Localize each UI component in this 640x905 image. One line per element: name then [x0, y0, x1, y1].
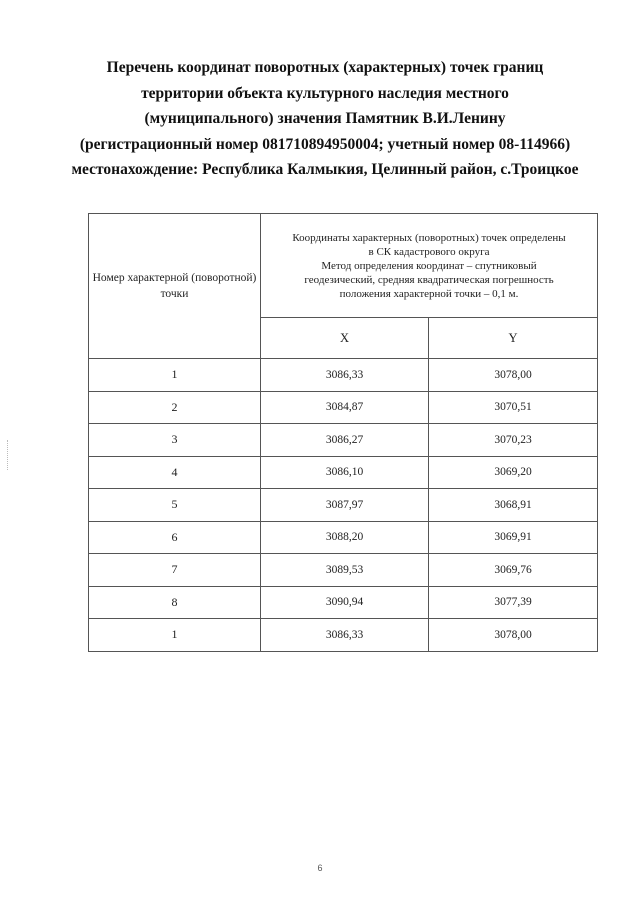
title-line-4: (регистрационный номер 081710894950004; учетный номер 08-114966) — [79, 135, 571, 153]
title-line-3: (муниципального) значения Памятник В.И.Ленину — [144, 110, 506, 127]
title-line-1: Перечень координат поворотных (характерных) точек границ — [106, 59, 544, 76]
coordinates-table — [88, 213, 598, 652]
header-description-line-3: Метод определения координат – спутниковый — [321, 259, 537, 272]
table-row — [89, 424, 598, 457]
table-row — [89, 359, 598, 392]
table-row — [89, 391, 598, 424]
header-x: X — [261, 318, 429, 359]
table-row — [89, 489, 598, 522]
header-description-line-5: положения характерной точки – 0,1 м. — [339, 287, 519, 300]
y-coordinate-cell: 3069,91 — [429, 521, 598, 554]
point-number-cell: 2 — [89, 391, 261, 424]
x-coordinate-cell: 3090,94 — [261, 586, 429, 619]
table-header-row — [89, 214, 598, 318]
point-number-cell: 6 — [89, 521, 261, 554]
x-coordinate-cell: 3086,10 — [261, 456, 429, 489]
point-number-cell: 7 — [89, 554, 261, 587]
x-coordinate-cell: 3088,20 — [261, 521, 429, 554]
x-coordinate-cell: 3086,33 — [261, 619, 429, 652]
point-number-cell: 4 — [89, 456, 261, 489]
title-line-5: местонахождение: Республика Калмыкия, Целинный район, с.Троицкое — [71, 161, 579, 178]
x-coordinate-cell: 3087,97 — [261, 489, 429, 522]
x-coordinate-cell: 3084,87 — [261, 391, 429, 424]
x-coordinate-cell: 3089,53 — [261, 554, 429, 587]
point-number-cell: 3 — [89, 424, 261, 457]
y-coordinate-cell: 3070,23 — [429, 424, 598, 457]
header-description-line-2: в СК кадастрового округа — [368, 245, 490, 258]
header-description-line-1: Координаты характерных (поворотных) точек определены — [292, 231, 566, 244]
scan-edge-mark — [7, 440, 9, 470]
point-number-cell: 1 — [89, 619, 261, 652]
page-number: 6 — [317, 863, 323, 873]
y-coordinate-cell: 3078,00 — [429, 619, 598, 652]
y-coordinate-cell: 3068,91 — [429, 489, 598, 522]
y-coordinate-cell: 3078,00 — [429, 359, 598, 392]
y-coordinate-cell: 3077,39 — [429, 586, 598, 619]
table-row — [89, 456, 598, 489]
header-description-line-4: геодезический, средняя квадратическая погрешность — [304, 273, 554, 286]
header-coordinates-description — [261, 214, 598, 318]
table-row — [89, 619, 598, 652]
y-coordinate-cell: 3069,76 — [429, 554, 598, 587]
header-y: Y — [429, 318, 598, 359]
header-point-number: Номер характерной (поворотной) точки — [89, 214, 261, 359]
title-line-2: территории объекта культурного наследия местного — [141, 84, 509, 102]
x-coordinate-cell: 3086,33 — [261, 359, 429, 392]
y-coordinate-cell: 3070,51 — [429, 391, 598, 424]
y-coordinate-cell: 3069,20 — [429, 456, 598, 489]
point-number-cell: 1 — [89, 359, 261, 392]
table-row — [89, 586, 598, 619]
document-title — [60, 55, 590, 183]
point-number-cell: 5 — [89, 489, 261, 522]
table-row — [89, 521, 598, 554]
x-coordinate-cell: 3086,27 — [261, 424, 429, 457]
point-number-cell: 8 — [89, 586, 261, 619]
table-row — [89, 554, 598, 587]
